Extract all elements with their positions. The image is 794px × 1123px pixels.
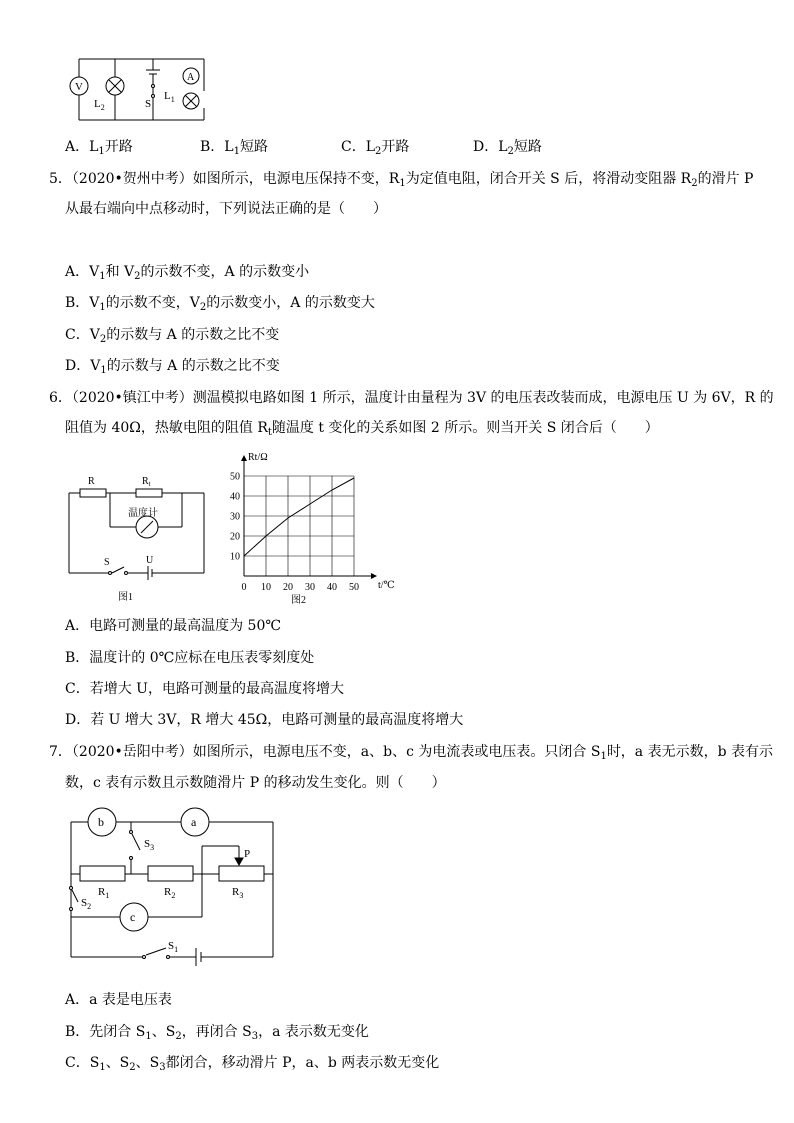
lamp-l1-label: $L_1$ [164, 90, 175, 104]
meter-b-label: b [98, 815, 104, 829]
x-tick-label: 40 [327, 582, 337, 593]
q6-figure1-circuit [60, 470, 210, 605]
q7-option-b: B．先闭合 $S_1$、$S_2$，再闭合 $S_3$，a 表示数无变化 [65, 1024, 369, 1042]
fig1-switch-label: S [104, 557, 110, 568]
q5-stem-line1: 5．（2020•贺州中考）如图所示，电源电压保持不变，$R_1$为定值电阻，闭合开关 S 后，将滑动变阻器 $R_2$的滑片 P [49, 171, 754, 189]
q7-stem-line1: 7．（2020•岳阳中考）如图所示，电源电压不变，a、b、c 为电流表或电压表。只闭合 $S_1$时，a 表无示数，b 表有示 [49, 744, 774, 762]
q6-option-b: B．温度计的 0℃应标在电压表零刻度处 [65, 650, 315, 666]
slider-p-label: P [244, 848, 251, 860]
x-tick-label: 20 [283, 582, 293, 593]
q6-stem-line2: 阻值为 40Ω，热敏电阻的阻值 $R_t$随温度 t 变化的关系如图 2 所示。则当开关 S 闭合后（ ） [65, 420, 659, 438]
resistor-r1-icon [80, 866, 125, 881]
q5-stem-line2: 从最右端向中点移动时，下列说法正确的是（ ） [65, 201, 387, 217]
lamp-l2-label: $L_2$ [94, 98, 105, 112]
q5-option-a: A．$V_1$和 $V_2$的示数不变，A 的示数变小 [65, 264, 310, 282]
switch-label: S [145, 98, 152, 110]
fig2-caption: 图2 [291, 595, 306, 605]
q6-figure2-chart [222, 448, 402, 605]
q4-circuit-diagram [60, 52, 210, 127]
fig1-rt-label: $R_t$ [142, 476, 151, 488]
fig1-r-label: R [88, 476, 95, 487]
switch-s1-label: $S_1$ [168, 940, 179, 954]
chart-grid [244, 476, 354, 576]
q7-option-a: A．a 表是电压表 [65, 992, 172, 1008]
y-tick-label: 20 [230, 531, 240, 543]
meter-c-label: c [130, 910, 136, 924]
q4-option-d: D．$L_2$短路 [473, 139, 542, 157]
chart-y-label: Rt/Ω [248, 452, 268, 463]
q6-option-c: C．若增大 U，电路可测量的最高温度将增大 [65, 681, 344, 697]
q5-option-c: C．$V_2$的示数与 A 的示数之比不变 [65, 327, 280, 345]
y-tick-label: 40 [230, 491, 240, 503]
rheostat-r3-icon [219, 866, 264, 881]
thermistor-rt-icon [136, 489, 162, 497]
chart-x-ticks [242, 582, 360, 593]
q6-option-a: A．电路可测量的最高温度为 50℃ [65, 618, 282, 634]
q4-option-a: A．$L_1$开路 [65, 139, 133, 157]
resistor-r2-icon [148, 866, 193, 881]
switch-s2-label: $S_2$ [81, 897, 92, 911]
rheostat-r3-label: $R_3$ [232, 886, 244, 900]
fig1-caption: 图1 [118, 592, 133, 603]
fig1-thermometer-label: 温度计 [128, 508, 158, 519]
resistor-r2-label: $R_2$ [164, 886, 176, 900]
y-tick-label: 50 [230, 471, 240, 483]
q7-option-c: C．$S_1$、$S_2$、$S_3$都闭合，移动滑片 P，a、b 两表示数无变化 [65, 1055, 440, 1073]
q4-option-c: C．$L_2$开路 [341, 139, 410, 157]
y-tick-label: 30 [230, 511, 240, 523]
lamp-l1-icon [183, 93, 199, 109]
x-tick-label: 10 [261, 582, 271, 593]
q6-stem-line1: 6．（2020•镇江中考）测温模拟电路如图 1 所示，温度计由量程为 3V 的电压表改装而成，电源电压 U 为 6V，R 的 [49, 390, 774, 406]
x-tick-label: 0 [241, 582, 247, 593]
q5-option-d: D．$V_1$的示数与 A 的示数之比不变 [65, 358, 280, 376]
chart-y-ticks [230, 472, 240, 563]
q7-stem-line2: 数，c 表有示数且示数随滑片 P 的移动发生变化。则（ ） [65, 775, 446, 791]
q7-circuit-diagram [62, 805, 282, 975]
chart-series-line [244, 478, 354, 556]
q6-option-d: D．若 U 增大 3V，R 增大 45Ω，电路可测量的最高温度将增大 [65, 712, 464, 728]
q4-option-b: B．$L_1$短路 [200, 139, 268, 157]
voltmeter-label: V [75, 81, 83, 93]
q5-option-b: B．$V_1$的示数不变，$V_2$的示数变小，A 的示数变大 [65, 295, 375, 313]
resistor-r1-label: $R_1$ [98, 886, 110, 900]
switch-s3-label: $S_3$ [144, 838, 155, 852]
resistor-r-icon [80, 489, 106, 497]
lamp-l2-icon [106, 77, 124, 95]
fig1-source-label: U [146, 555, 154, 566]
meter-a-label: a [191, 815, 197, 829]
x-tick-label: 30 [305, 582, 315, 593]
ammeter-label: A [187, 72, 195, 83]
chart-x-label: t/℃ [378, 580, 395, 591]
x-tick-label: 50 [349, 582, 359, 593]
y-tick-label: 10 [230, 551, 240, 563]
